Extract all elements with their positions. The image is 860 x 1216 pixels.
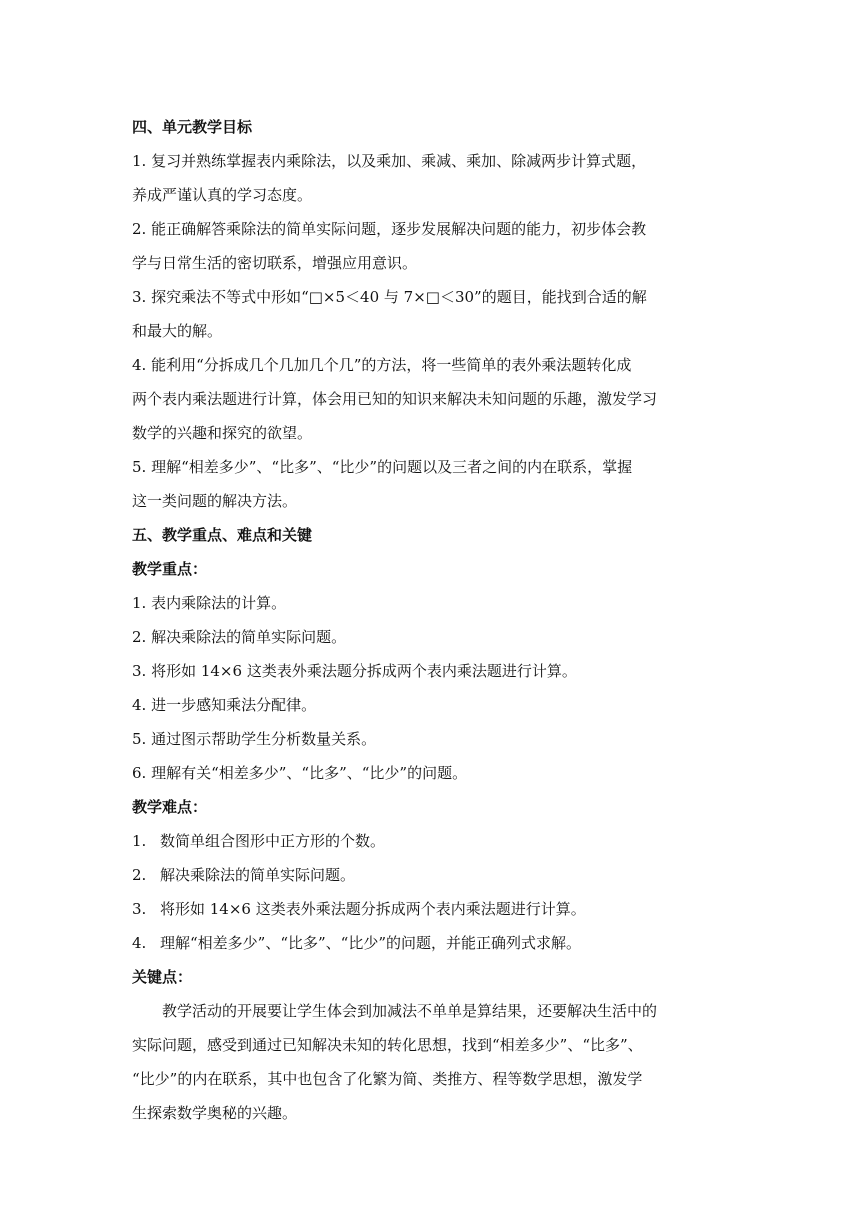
objective-3-line-2: 和最大的解。: [132, 322, 223, 340]
document-body: [132, 110, 732, 1130]
difficulty-item: [132, 926, 732, 960]
difficulty-text: 将形如 14×6 这类表外乘法题分拆成两个表内乘法题进行计算。: [160, 900, 586, 918]
objective-1-line-2: 养成严谨认真的学习态度。: [132, 186, 313, 204]
difficulty-item: [132, 892, 732, 926]
difficulty-text: 理解“相差多少”、“比多”、“比少”的问题，并能正确列式求解。: [160, 934, 582, 952]
difficulty-number: 3.: [132, 900, 147, 918]
difficulty-item: [132, 858, 732, 892]
key-point-item: 1. 表内乘除法的计算。: [132, 594, 287, 612]
key-points-label: 教学重点：: [132, 560, 208, 578]
objective-4-line-2: 两个表内乘法题进行计算，体会用已知的知识来解决未知问题的乐趣，激发学习: [132, 390, 658, 408]
objective-2-line-1: 2. 能正确解答乘除法的简单实际问题，逐步发展解决问题的能力，初步体会教: [132, 220, 647, 238]
objective-3-line-1: 3. 探究乘法不等式中形如“□×5＜40 与 7×□＜30”的题目，能找到合适的解: [132, 288, 647, 306]
key-point-item: 4. 进一步感知乘法分配律。: [132, 696, 317, 714]
section-heading-focus: 五、教学重点、难点和关键: [132, 526, 313, 544]
difficulties-label: 教学难点：: [132, 798, 208, 816]
keys-label: 关键点：: [132, 968, 193, 986]
objective-4-line-1: 4. 能利用“分拆成几个几加几个几”的方法，将一些简单的表外乘法题转化成: [132, 356, 632, 374]
difficulty-text: 解决乘除法的简单实际问题。: [160, 866, 356, 884]
key-point-item: 2. 解决乘除法的简单实际问题。: [132, 628, 347, 646]
difficulty-number: 4.: [132, 934, 147, 952]
keys-paragraph-line-3: “比少”的内在联系，其中也包含了化繁为简、类推方、程等数学思想，激发学: [132, 1070, 643, 1088]
objective-1-line-1: 1. 复习并熟练掌握表内乘除法，以及乘加、乘减、乘加、除减两步计算式题，: [132, 152, 647, 170]
difficulty-number: 2.: [132, 866, 147, 884]
section-heading-objectives: 四、单元教学目标: [132, 118, 253, 136]
difficulty-item: [132, 824, 732, 858]
key-point-item: 5. 通过图示帮助学生分析数量关系。: [132, 730, 377, 748]
objective-5-line-2: 这一类问题的解决方法。: [132, 492, 298, 510]
keys-paragraph-line-2: 实际问题，感受到通过已知解决未知的转化思想，找到“相差多少”、“比多”、: [132, 1036, 643, 1054]
key-point-item: 3. 将形如 14×6 这类表外乘法题分拆成两个表内乘法题进行计算。: [132, 662, 577, 680]
objective-4-line-3: 数学的兴趣和探究的欲望。: [132, 424, 313, 442]
keys-paragraph-line-4: 生探索数学奥秘的兴趣。: [132, 1104, 298, 1122]
difficulty-number: 1.: [132, 832, 147, 850]
objective-5-line-1: 5. 理解“相差多少”、“比多”、“比少”的问题以及三者之间的内在联系，掌握: [132, 458, 633, 476]
objective-2-line-2: 学与日常生活的密切联系，增强应用意识。: [132, 254, 418, 272]
key-point-item: 6. 理解有关“相差多少”、“比多”、“比少”的问题。: [132, 764, 468, 782]
keys-paragraph-line-1: 教学活动的开展要让学生体会到加减法不单单是算结果，还要解决生活中的: [162, 1002, 658, 1020]
difficulty-text: 数简单组合图形中正方形的个数。: [160, 832, 386, 850]
